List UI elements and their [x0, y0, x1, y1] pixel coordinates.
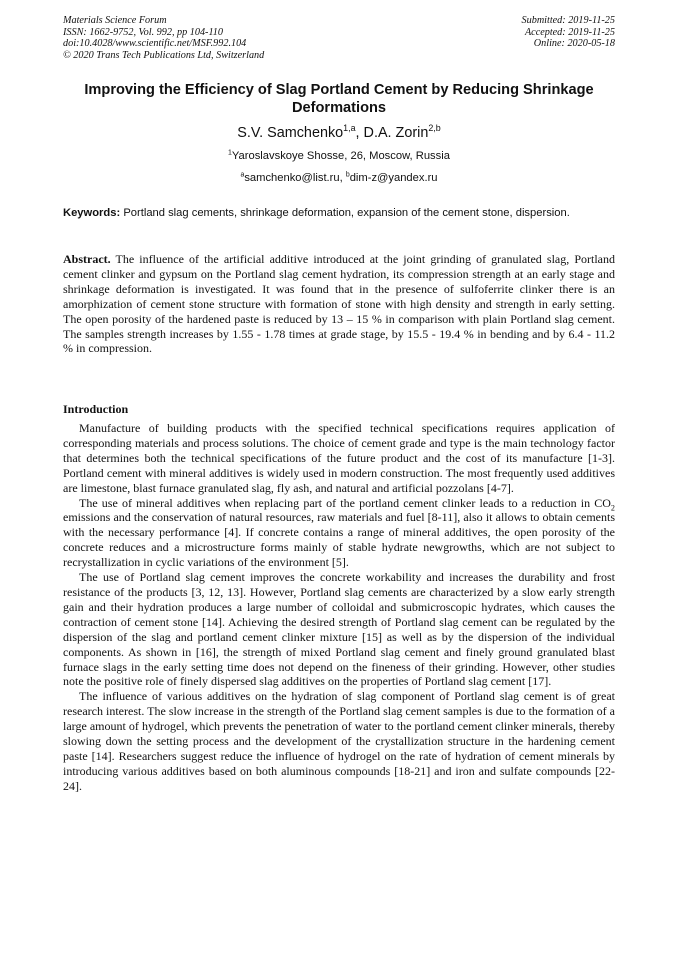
affiliation — [63, 149, 615, 163]
affiliation-mark: 1 — [228, 149, 232, 157]
abstract — [63, 252, 615, 356]
author-name: D.A. Zorin — [363, 125, 429, 141]
paragraph-text: emissions and the conservation of natural resources, raw materials and fuel [8-11], also it allows to obtain cements with the necessary performance [4]. If concrete contains a range of mineral additives, the open porosity of the concrete reduces and a microstructure forms mainly of stable hydrate newgrowths, which are not subject to recrystallization in cyclic variations of the environment [5]. — [63, 510, 615, 570]
introduction-body — [63, 421, 615, 794]
dates-info — [522, 15, 615, 50]
submitted-date: Submitted: 2019-11-25 — [521, 15, 615, 26]
doi-line: doi:10.4028/www.scientific.net/MSF.992.104 — [63, 38, 247, 50]
abstract-label: Abstract. — [63, 252, 111, 266]
paragraph-text: The use of mineral additives when replacing part of the portland cement clinker leads to a reduction in CO — [79, 495, 611, 510]
issn-line: ISSN: 1662-9752, Vol. 992, pp 104-110 — [63, 26, 223, 38]
online-date: Online: 2020-05-18 — [533, 38, 615, 50]
paragraph: The influence of various additives on the hydration of slag component of Portland slag cement is of great research interest. The slow increase in the strength of the Portland slag cement samples is due to the formation of a large amount of hydrogel, which prevents the penetration of water to the portland cement clinker minerals, thereby slowing down the setting process and the development of the crystallization structure in the hardening cement paste [14]. Researchers suggest reduce the influence of hydrogel on the rate of hydration of cement minerals by introducing various additives based on both aluminous compounds [18-21] and iron and sulfate compounds [22-24]. — [63, 689, 615, 793]
author-line — [63, 124, 615, 142]
author-affil-mark: 2,b — [428, 123, 441, 134]
email-mark: b — [345, 171, 350, 179]
journal-info — [63, 15, 264, 61]
email-separator: , — [339, 172, 346, 184]
author-affil-mark: 1,a — [343, 123, 356, 134]
paragraph: The use of Portland slag cement improves the concrete workability and increases the durability and frost resistance of the products [3, 12, 13]. However, Portland slag cements are characterized by a slow early strength gain and their hydration produces a large number of colloidal and submicroscopic hydrates, which causes the contraction of cement stone [14]. Achieving the desired strength of Portland slag cement can be regulated by the dispersion of the slag and portland cement clinker mixture [15] as well as by the dispersion of the individual components. As shown in [16], the strength of mixed Portland slag cement and finely ground granulated blast furnace slags in the early setting time does not depend on the fineness of their grinding. However, other studies note the positive role of finely dispersed slag additives on the properties of Portland slag cement [17]. — [63, 570, 615, 689]
subscript: 2 — [610, 502, 615, 512]
accepted-date: Accepted: 2019-11-25 — [524, 26, 615, 38]
email-address[interactable]: dim-z@yandex.ru — [349, 172, 438, 184]
email-line — [63, 171, 615, 185]
paragraph: Manufacture of building products with the specified technical specifications requires application of corresponding materials and process solutions. The choice of cement grade and type is the main technology factor that determines both the technical specifications of the future product and the cost of its manufacture [1-3]. Portland cement with mineral additives is widely used in modern construction. The most frequently used additives are limestone, blast furnace granulated slag, fly ash, and natural and artificial pozzolans [4-7]. — [63, 421, 615, 495]
keywords — [63, 206, 615, 221]
copyright-line: © 2020 Trans Tech Publications Ltd, Switzerland — [63, 49, 265, 61]
keywords-label: Keywords: — [63, 207, 121, 219]
section-heading: Introduction — [63, 402, 129, 416]
email-address[interactable]: samchenko@list.ru — [244, 172, 340, 184]
author-name: S.V. Samchenko — [237, 125, 344, 141]
author-separator: , — [355, 125, 364, 141]
paragraph — [63, 496, 615, 571]
paper-title: Improving the Efficiency of Slag Portland Cement by Reducing Shrinkage Deformations — [84, 82, 594, 116]
affiliation-address: Yaroslavskoye Shosse, 26, Moscow, Russia — [231, 150, 450, 162]
abstract-text: The influence of the artificial additive introduced at the joint grinding of granulated slag, Portland cement clinker and gypsum on the Portland slag cement hydration, its compression strength at an early stage and shrinkage deformation is investigated. It was found that in the presence of sulfoferrite clinker there is an amorphization of cement stone structure with formation of stone with high density and strength in early setting. The open porosity of the hardened paste is reduced by 13 – 15 % in comparison with plain Portland slag cement. The samples strength increases by 1.55 - 1.78 times at grade stage, by 15.5 - 19.4 % in bending and by 6.4 - 11.2 % in compression. — [63, 252, 615, 356]
keywords-text: Portland slag cements, shrinkage deformation, expansion of the cement stone, dispersion. — [123, 207, 570, 219]
email-mark: a — [240, 171, 245, 179]
journal-name: Materials Science Forum — [63, 15, 167, 26]
